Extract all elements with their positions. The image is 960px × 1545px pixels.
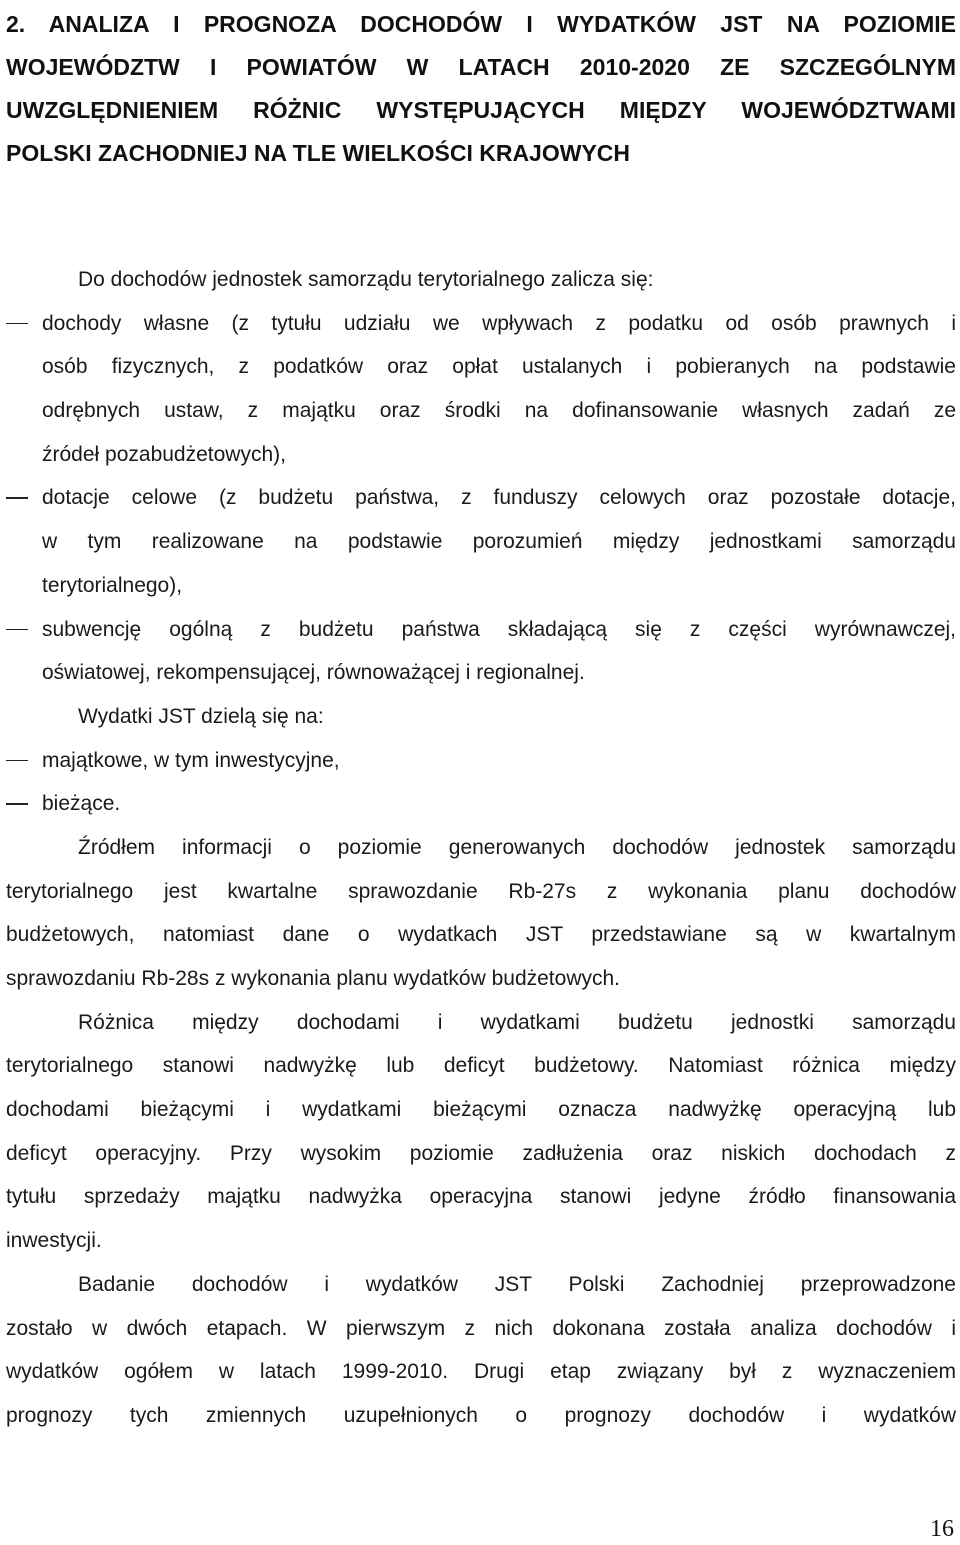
paragraph-line: deficyt operacyjny. Przy wysokim poziomie zadłużenia oraz niskich dochodach z (6, 1141, 956, 1165)
expense-item-current (6, 782, 956, 826)
paragraph-line: dochodami bieżącymi i wydatkami bieżącymi oznacza nadwyżkę operacyjną lub (6, 1098, 956, 1122)
dash-bullet-icon (6, 760, 28, 762)
list-item-first-line (6, 476, 956, 520)
dash-bullet-icon (6, 803, 28, 805)
income-list (6, 302, 956, 695)
list-item-line: źródeł pozabudżetowych), (42, 442, 286, 466)
paragraph-surplus-deficit (6, 1001, 956, 1263)
list-item-line: osób fizycznych, z podatków oraz opłat ustalanych i pobieranych na podstawie (42, 355, 956, 379)
heading-line: UWZGLĘDNIENIEM RÓŻNIC WYSTĘPUJĄCYCH MIĘDZY WOJEWÓDZTWAMI (6, 97, 956, 123)
paragraph-line: Źródłem informacji o poziomie generowanych dochodów jednostek samorządu (78, 835, 956, 859)
section-heading (6, 3, 956, 175)
dash-bullet-icon (6, 497, 28, 499)
paragraph-data-sources (6, 826, 956, 1001)
list-item-line: oświatowej, rekompensującej, równoważącej i regionalnej. (42, 661, 585, 685)
paragraph-line: Różnica między dochodami i wydatkami budżetu jednostki samorządu (78, 1010, 956, 1034)
heading-line: POLSKI ZACHODNIEJ NA TLE WIELKOŚCI KRAJOWYCH (6, 140, 630, 166)
paragraph-line: sprawozdaniu Rb-28s z wykonania planu wydatków budżetowych. (6, 967, 621, 990)
paragraph-line: zostało w dwóch etapach. W pierwszym z nich dokonana została analiza dochodów i (6, 1316, 956, 1340)
list-item-line: terytorialnego), (42, 573, 183, 597)
income-item-general-subsidy (6, 608, 956, 695)
expenses-intro: Wydatki JST dzielą się na: (78, 704, 324, 728)
paragraph-line: inwestycji. (6, 1229, 102, 1253)
income-intro: Do dochodów jednostek samorządu terytorialnego zalicza się: (78, 268, 654, 291)
expense-list (6, 739, 956, 826)
paragraph-study-stages (6, 1263, 956, 1438)
list-item-text: dotacje celowe (z budżetu państwa, z funduszy celowych oraz pozostałe dotacje, (42, 486, 956, 510)
paragraph-line: terytorialnego jest kwartalne sprawozdanie Rb-27s z wykonania planu dochodów (6, 879, 956, 903)
income-item-own-income (6, 302, 956, 477)
body-text (6, 258, 956, 1438)
list-item-text: subwencję ogólną z budżetu państwa składającą się z części wyrównawczej, (42, 617, 956, 641)
paragraph-line: prognozy tych zmiennych uzupełnionych o prognozy dochodów i wydatków (6, 1403, 956, 1427)
list-item-text: dochody własne (z tytułu udziału we wpływach z podatku od osób prawnych i (42, 311, 956, 335)
paragraph-line: wydatków ogółem w latach 1999-2010. Drugi etap związany był z wyznaczeniem (6, 1360, 956, 1384)
expense-item-capital (6, 739, 956, 783)
page-number: 16 (930, 1516, 954, 1542)
paragraph-line: budżetowych, natomiast dane o wydatkach JST przedstawiane są w kwartalnym (6, 923, 956, 947)
list-item-first-line (6, 608, 956, 652)
paragraph-line: tytułu sprzedaży majątku nadwyżka operacyjna stanowi jedyne źródło finansowania (6, 1185, 956, 1209)
list-item-first-line (6, 302, 956, 346)
list-item-text: bieżące. (42, 792, 121, 816)
heading-line: 2. ANALIZA I PROGNOZA DOCHODÓW I WYDATKÓW JST NA POZIOMIE (6, 11, 956, 37)
paragraph-line: terytorialnego stanowi nadwyżkę lub deficyt budżetowy. Natomiast różnica między (6, 1054, 956, 1078)
list-item-line: w tym realizowane na podstawie porozumień między jednostkami samorządu (42, 530, 956, 554)
heading-line: WOJEWÓDZTW I POWIATÓW W LATACH 2010-2020 ZE SZCZEGÓLNYM (6, 54, 956, 80)
list-item-line: odrębnych ustaw, z majątku oraz środki na dofinansowanie własnych zadań ze (42, 399, 956, 423)
income-item-targeted-grants (6, 476, 956, 607)
paragraph-line: Badanie dochodów i wydatków JST Polski Zachodniej przeprowadzone (78, 1272, 956, 1296)
dash-bullet-icon (6, 629, 28, 631)
list-item-text: majątkowe, w tym inwestycyjne, (42, 748, 340, 772)
dash-bullet-icon (6, 323, 28, 325)
